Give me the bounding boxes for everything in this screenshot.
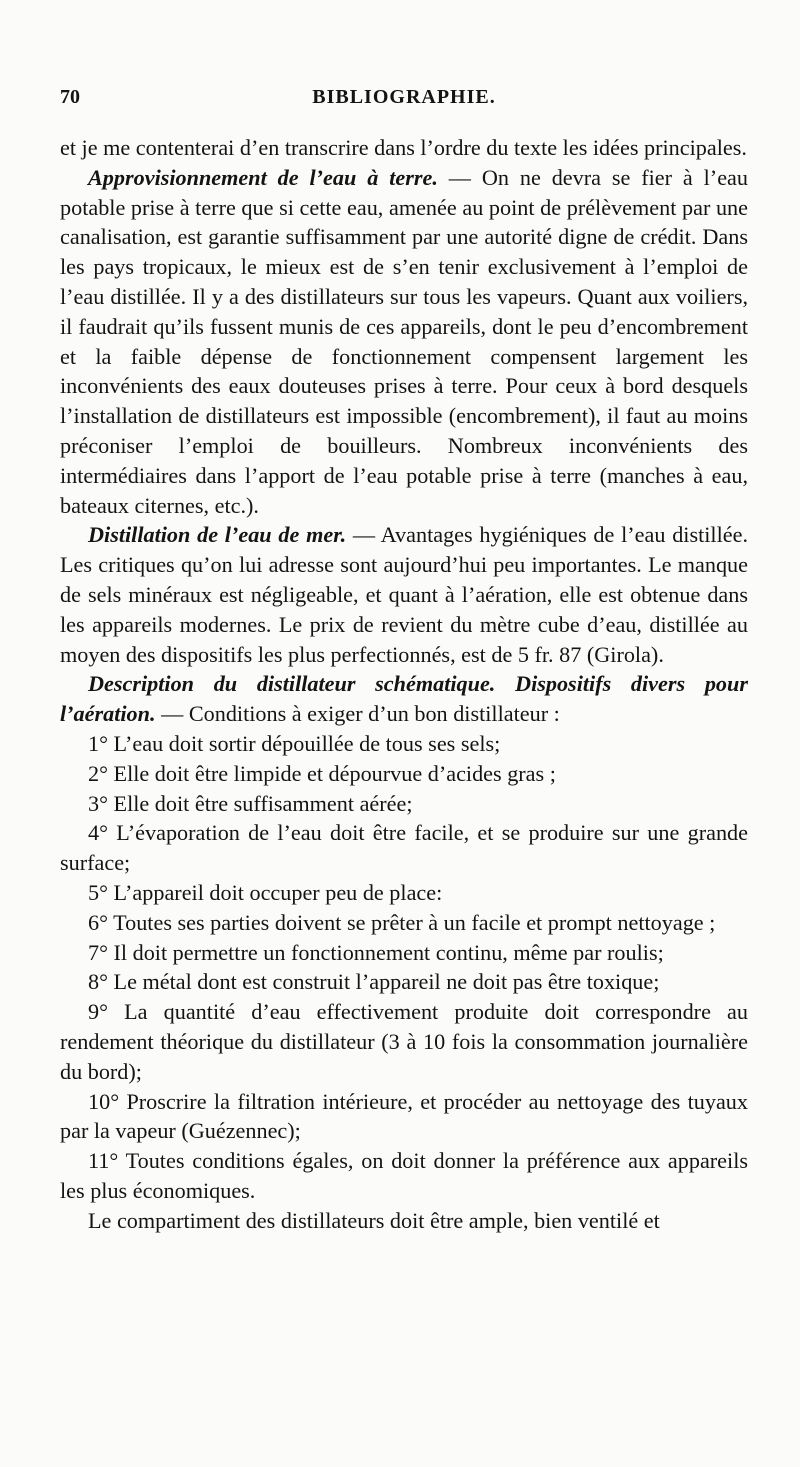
list-item: 11° Toutes conditions égales, on doit donner la préférence aux appareils les plus économiques. xyxy=(60,1148,748,1203)
paragraph-text: — On ne devra se fier à l’eau potable prise à terre que si cette eau, amenée au point de prélèvement par une canalisation, est garantie suffisamment par une autorité digne de crédit. Dans les pays tropicaux, le mieux est de s’en tenir exclusivement à l’emploi de l’eau distillée. Il y a des distillateurs sur tous les vapeurs. Quant aux voiliers, il faudrait qu’ils fussent munis de ces appareils, dont le peu d’encombrement et la faible dépense de fonctionnement compensent largement les inconvénients des eaux douteuses prises à terre. Pour ceux à bord desquels l’installation de distillateurs est impossible (encombrement), il faut au moins préconiser l’emploi de bouilleurs. Nombreux inconvénients des intermédiaires dans l’apport de l’eau potable prise à terre (manches à eau, bateaux citernes, etc.). xyxy=(60,164,748,518)
body-text xyxy=(60,133,748,1235)
paragraph-intro: et je me contenterai d’en transcrire dans l’ordre du texte les idées principales. xyxy=(60,135,747,160)
paragraph-text: — Avantages hygiéniques de l’eau distillée. Les critiques qu’on lui adresse sont aujourd’hui peu importantes. Le manque de sels minéraux est négligeable, et quant à l’aération, elle est obtenue dans les appareils modernes. Le prix de revient du mètre cube d’eau, distillée au moyen des dispositifs les plus perfectionnés, est de 5 fr. 87 (Girola). xyxy=(60,522,748,667)
list-item: 10° Proscrire la filtration intérieure, et procéder au nettoyage des tuyaux par la vapeur (Guézennec); xyxy=(60,1088,748,1144)
paragraph-approvisionnement xyxy=(60,163,748,521)
page-header xyxy=(60,86,748,118)
list-item: 7° Il doit permettre un fonctionnement continu, même par roulis; xyxy=(88,939,664,965)
list-item: 9° La quantité d’eau effectivement produite doit correspondre au rendement théorique du distillateur (3 à 10 fois la consommation journalière du bord); xyxy=(60,999,748,1084)
list-item: 5° L’appareil doit occuper peu de place: xyxy=(88,879,443,905)
list-item: 8° Le métal dont est construit l’appareil ne doit pas être toxique; xyxy=(88,969,660,995)
list-item: 3° Elle doit être suffisamment aérée; xyxy=(88,790,413,816)
list-item: 4° L’évaporation de l’eau doit être facile, et se produire sur une grande surface; xyxy=(60,820,748,876)
section-heading: Approvisionnement de l’eau à terre. xyxy=(88,164,438,190)
running-title: BIBLIOGRAPHIE. xyxy=(312,86,496,108)
list-item: 2° Elle doit être limpide et dépourvue d’acides gras ; xyxy=(88,760,556,786)
section-heading: Distillation de l’eau de mer. xyxy=(88,522,347,548)
paragraph-text: — Conditions à exiger d’un bon distillateur : xyxy=(155,701,560,727)
list-item: 6° Toutes ses parties doivent se prêter à un facile et prompt nettoyage ; xyxy=(88,909,716,935)
section-heading: Description du distillateur schématique. Dispositifs divers pour l’aération. xyxy=(60,671,748,727)
paragraph-compartiment: Le compartiment des distillateurs doit être ample, bien ventilé et xyxy=(88,1207,660,1233)
paragraph-description xyxy=(60,669,748,729)
list-item: 1° L’eau doit sortir dépouillée de tous ses sels; xyxy=(88,730,501,756)
paragraph-distillation xyxy=(60,520,748,669)
page-number: 70 xyxy=(60,86,80,108)
